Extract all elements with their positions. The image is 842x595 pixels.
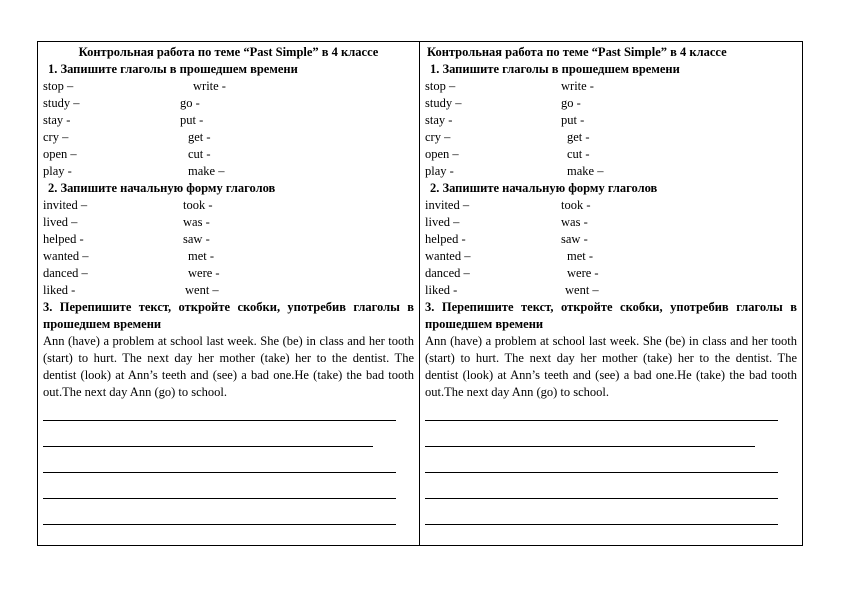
task3-heading: 3. Перепишите текст, откройте скобки, употребив глаголы в прошедшем времени bbox=[43, 300, 414, 331]
answer-line bbox=[43, 472, 396, 473]
verb-pair-row bbox=[425, 163, 797, 180]
verb-pair-row bbox=[425, 214, 797, 231]
verb-right: saw - bbox=[561, 232, 588, 246]
answer-line bbox=[425, 524, 778, 525]
verb-right: was - bbox=[183, 215, 210, 229]
verb-left: stay - bbox=[43, 113, 71, 127]
worksheet-copy-left bbox=[38, 42, 420, 545]
answer-line bbox=[43, 498, 396, 499]
task2-heading: 2. Запишите начальную форму глаголов bbox=[48, 181, 276, 195]
task1-heading: 1. Запишите глаголы в прошедшем времени bbox=[48, 62, 298, 76]
verb-right: get - bbox=[188, 130, 211, 144]
verb-right: was - bbox=[561, 215, 588, 229]
verb-pair-row bbox=[425, 78, 797, 95]
verb-pair-row bbox=[425, 282, 797, 299]
answer-line bbox=[43, 446, 373, 447]
task2-heading: 2. Запишите начальную форму глаголов bbox=[430, 181, 658, 195]
verb-pair-row bbox=[43, 163, 414, 180]
verb-pair-row bbox=[43, 282, 414, 299]
verb-right: go - bbox=[561, 96, 581, 110]
answer-line bbox=[425, 498, 778, 499]
verb-right: went – bbox=[185, 283, 219, 297]
verb-pair-row bbox=[43, 78, 414, 95]
verb-pair-row bbox=[425, 146, 797, 163]
task3-text: Ann (have) a problem at school last week. She (be) in class and her tooth (start) to hurt. The next day her mother (take) her to the dentist. The dentist (look) at Ann’s teeth and (see) a bad one.He (take) the bad tooth out.The next day Ann (go) to school. bbox=[43, 334, 414, 399]
verb-left: wanted – bbox=[43, 249, 89, 263]
verb-pair-row bbox=[43, 95, 414, 112]
task1-heading: 1. Запишите глаголы в прошедшем времени bbox=[430, 62, 680, 76]
verb-pair-row bbox=[425, 129, 797, 146]
verb-left: lived – bbox=[43, 215, 78, 229]
verb-right: cut - bbox=[188, 147, 211, 161]
answer-lines bbox=[425, 420, 797, 525]
verb-pair-row bbox=[43, 248, 414, 265]
answer-lines bbox=[43, 420, 414, 525]
verb-right: took - bbox=[183, 198, 213, 212]
verb-right: get - bbox=[567, 130, 590, 144]
verb-right: cut - bbox=[567, 147, 590, 161]
verb-left: wanted – bbox=[425, 249, 471, 263]
verb-left: study – bbox=[425, 96, 462, 110]
answer-line bbox=[425, 472, 778, 473]
verb-left: liked - bbox=[425, 283, 458, 297]
verb-right: were - bbox=[567, 266, 599, 280]
verb-pair-row bbox=[43, 231, 414, 248]
task3-heading: 3. Перепишите текст, откройте скобки, употребив глаголы в прошедшем времени bbox=[425, 300, 797, 331]
verb-pair-row bbox=[43, 214, 414, 231]
verb-left: open – bbox=[43, 147, 77, 161]
verb-left: cry – bbox=[425, 130, 451, 144]
verb-left: helped - bbox=[425, 232, 466, 246]
task3-text: Ann (have) a problem at school last week. She (be) in class and her tooth (start) to hurt. The next day her mother (take) her to the dentist. The dentist (look) at Ann’s teeth and (see) a bad one.He (take) the bad tooth out.The next day Ann (go) to school. bbox=[425, 334, 797, 399]
verb-left: stop – bbox=[43, 79, 74, 93]
verb-right: make – bbox=[188, 164, 225, 178]
verb-left: open – bbox=[425, 147, 459, 161]
verb-pair-row bbox=[43, 197, 414, 214]
verb-right: put - bbox=[561, 113, 585, 127]
answer-line bbox=[425, 420, 778, 421]
verb-left: play - bbox=[425, 164, 454, 178]
verb-pair-row bbox=[425, 265, 797, 282]
verb-left: danced – bbox=[425, 266, 470, 280]
verb-pair-row bbox=[425, 231, 797, 248]
verb-right: make – bbox=[567, 164, 604, 178]
verb-pair-row bbox=[425, 95, 797, 112]
verb-pair-row bbox=[425, 112, 797, 129]
verb-right: write - bbox=[193, 79, 226, 93]
verb-left: play - bbox=[43, 164, 72, 178]
verb-left: stay - bbox=[425, 113, 453, 127]
verb-left: cry – bbox=[43, 130, 69, 144]
verb-right: met - bbox=[188, 249, 215, 263]
verb-right: write - bbox=[561, 79, 594, 93]
verb-pair-row bbox=[43, 112, 414, 129]
verb-right: were - bbox=[188, 266, 220, 280]
verb-right: go - bbox=[180, 96, 200, 110]
verb-left: invited – bbox=[43, 198, 88, 212]
verb-left: liked - bbox=[43, 283, 76, 297]
verb-pair-row bbox=[43, 265, 414, 282]
worksheet-copy-right bbox=[420, 42, 802, 545]
answer-line bbox=[43, 420, 396, 421]
answer-line bbox=[43, 524, 396, 525]
verb-pair-row bbox=[425, 248, 797, 265]
verb-left: stop – bbox=[425, 79, 456, 93]
verb-left: invited – bbox=[425, 198, 470, 212]
verb-left: helped - bbox=[43, 232, 84, 246]
verb-right: met - bbox=[567, 249, 594, 263]
verb-pair-row bbox=[425, 197, 797, 214]
answer-line bbox=[425, 446, 755, 447]
worksheet-sheet bbox=[37, 41, 803, 546]
verb-right: went – bbox=[565, 283, 599, 297]
verb-right: saw - bbox=[183, 232, 210, 246]
verb-right: took - bbox=[561, 198, 591, 212]
verb-pair-row bbox=[43, 146, 414, 163]
worksheet-title: Контрольная работа по теме “Past Simple” в 4 классе bbox=[427, 45, 727, 59]
verb-left: danced – bbox=[43, 266, 88, 280]
verb-left: study – bbox=[43, 96, 80, 110]
verb-left: lived – bbox=[425, 215, 460, 229]
verb-right: put - bbox=[180, 113, 204, 127]
verb-pair-row bbox=[43, 129, 414, 146]
worksheet-title: Контрольная работа по теме “Past Simple” в 4 классе bbox=[78, 45, 379, 59]
